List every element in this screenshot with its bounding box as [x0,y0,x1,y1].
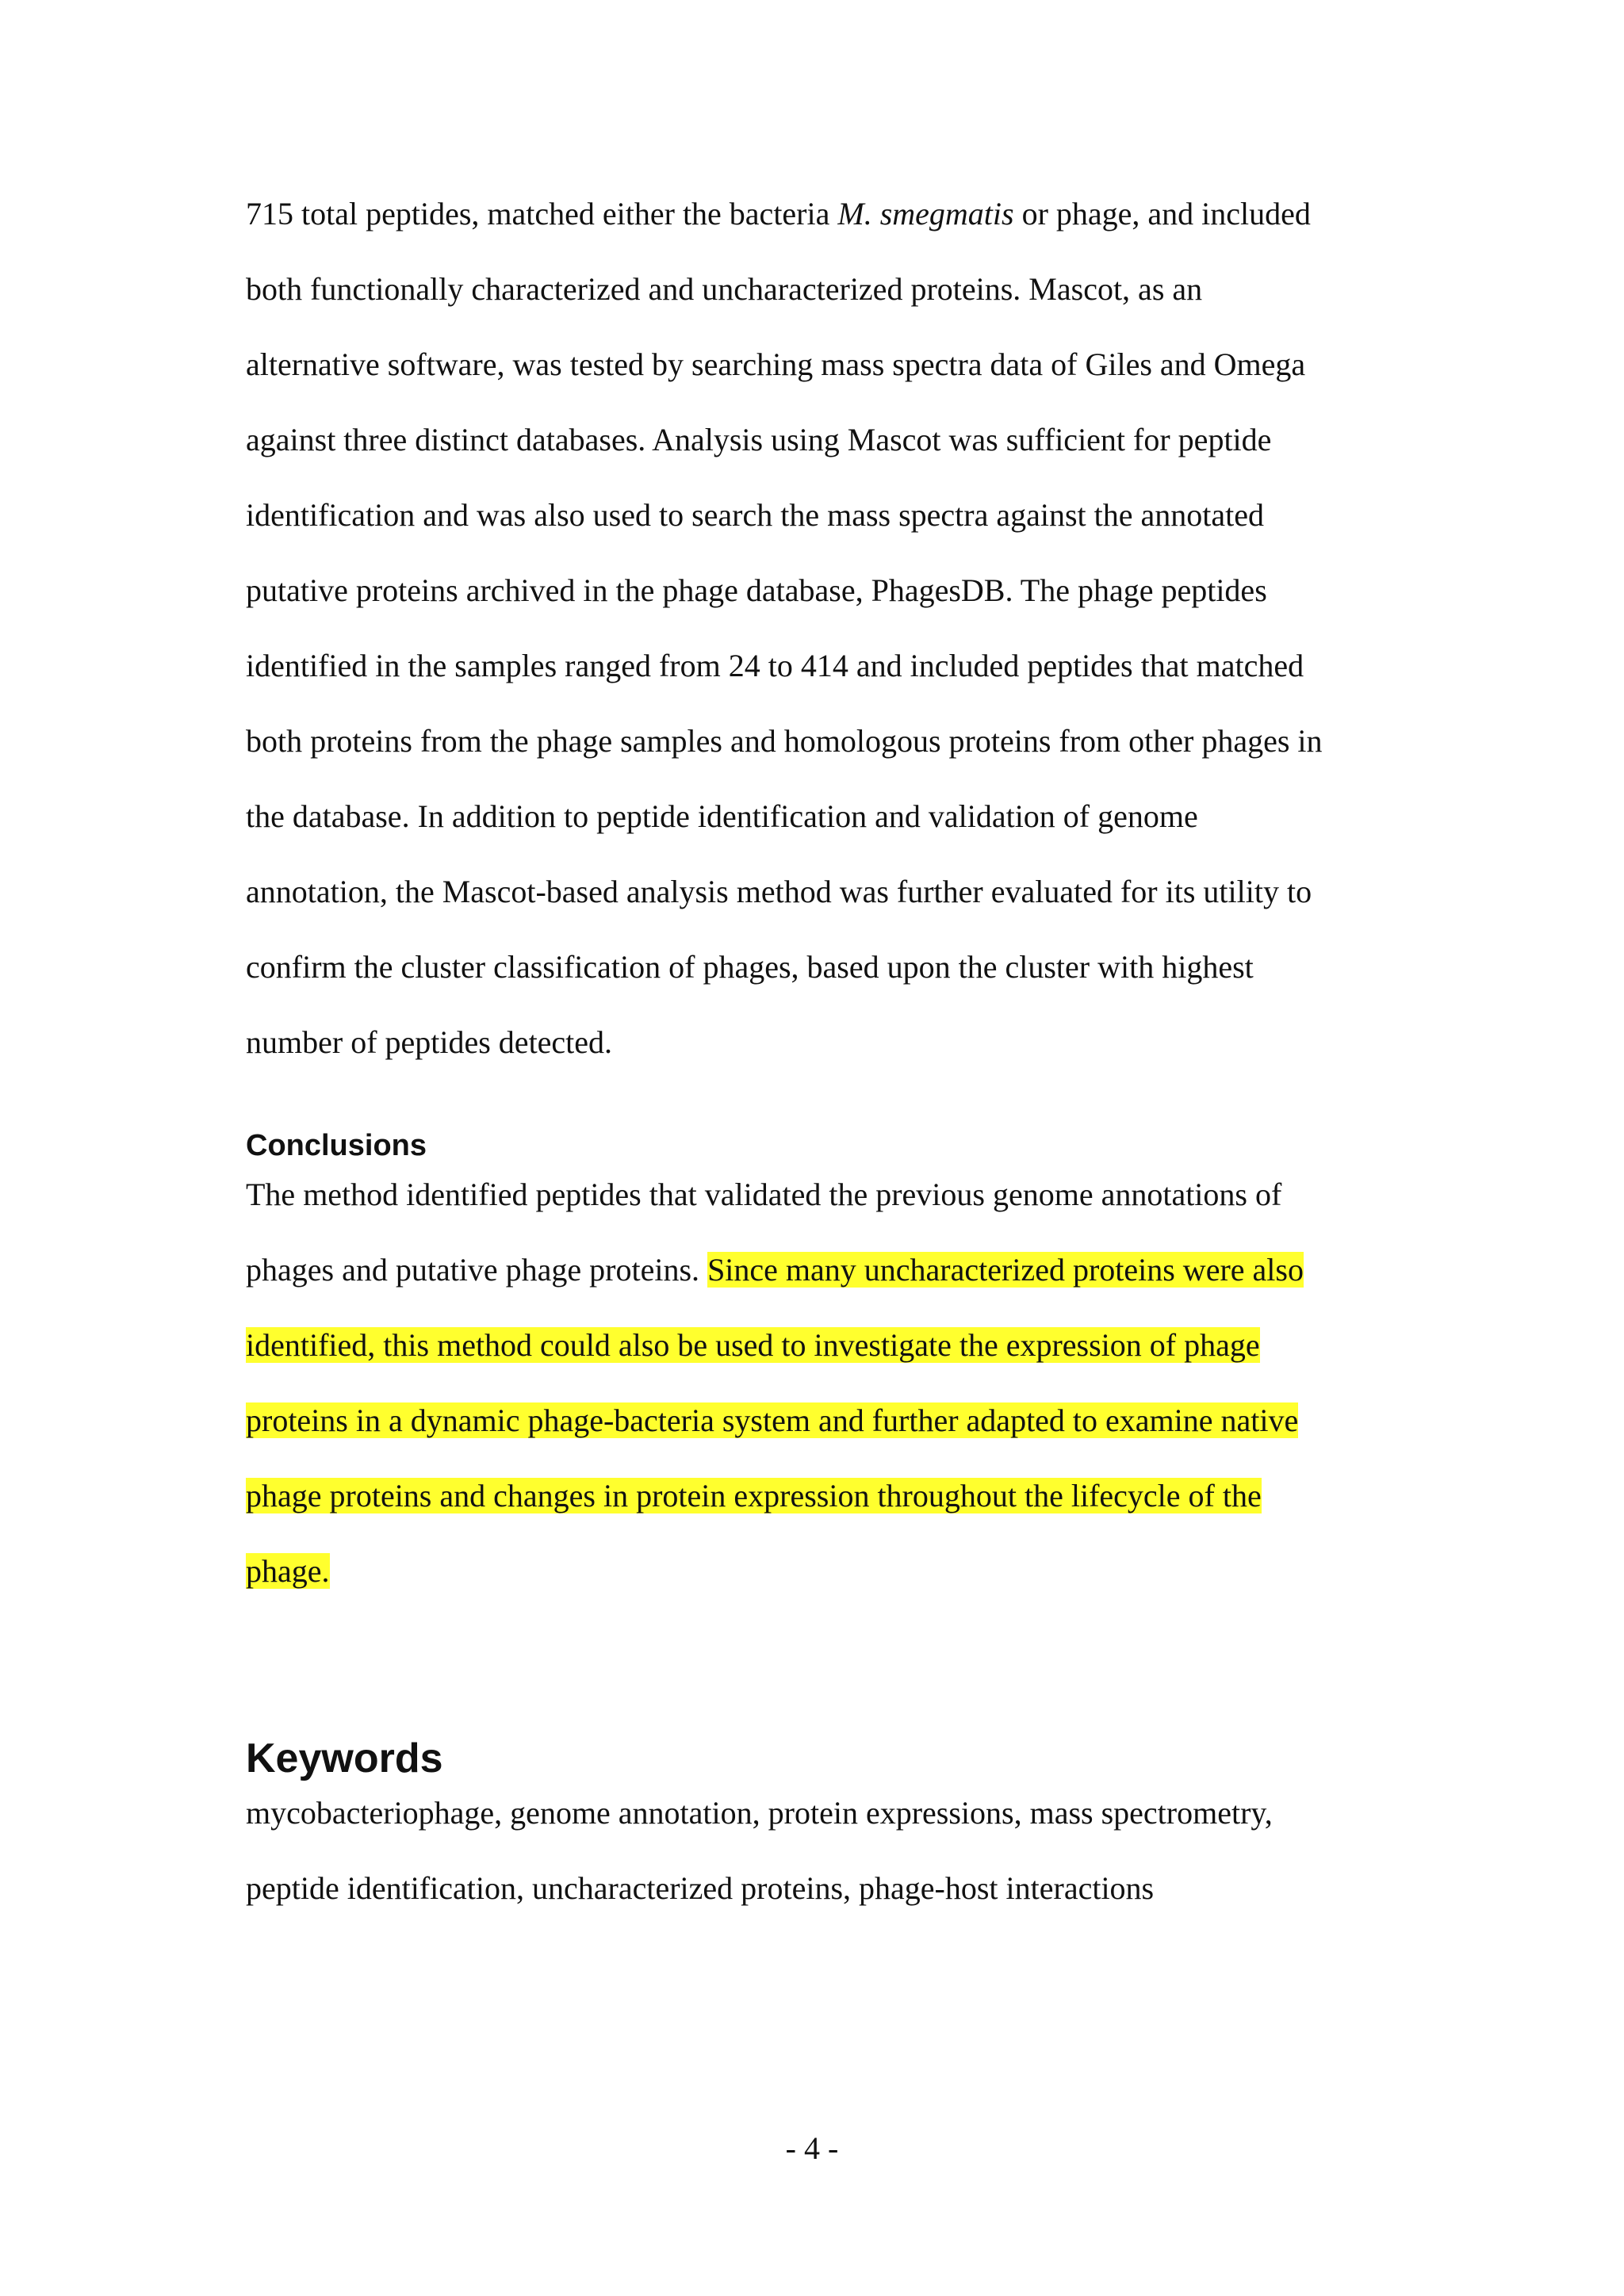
results-line-11: confirm the cluster classification of phages, based upon the cluster with highest [246,949,1254,985]
conclusions-line-5 [246,1474,1262,1518]
results-line-9: the database. In addition to peptide identification and validation of genome [246,798,1198,834]
conclusions-line-6 [246,1549,330,1594]
highlighted-text: proteins in a dynamic phage-bacteria system and further adapted to examine native [246,1402,1299,1438]
results-line-7: identified in the samples ranged from 24 to 414 and included peptides that matched [246,648,1304,683]
highlighted-text: identified, this method could also be used to investigate the expression of phage [246,1327,1260,1363]
results-line-1 [246,192,1311,236]
results-line-6: putative proteins archived in the phage database, PhagesDB. The phage peptides [246,572,1267,608]
results-line-1-part-b: or phage, and included [1013,196,1311,232]
highlighted-text: phage. [246,1553,330,1589]
results-line-1-part-a: 715 total peptides, matched either the bacteria [246,196,838,232]
results-line-5: identification and was also used to search the mass spectra against the annotated [246,497,1265,533]
conclusions-line-4 [246,1399,1298,1443]
keywords-line-1: mycobacteriophage, genome annotation, protein expressions, mass spectrometry, [246,1795,1273,1831]
highlighted-text: Since many uncharacterized proteins were also [707,1252,1304,1288]
conclusions-line-3 [246,1323,1260,1368]
conclusions-heading: Conclusions [246,1129,427,1162]
keywords-line-2: peptide identification, uncharacterized proteins, phage-host interactions [246,1870,1155,1906]
keywords-heading: Keywords [246,1735,443,1781]
results-line-8: both proteins from the phage samples and homologous proteins from other phages in [246,723,1323,759]
conclusions-line-2-plain: phages and putative phage proteins. [246,1252,708,1288]
results-line-10: annotation, the Mascot-based analysis method was further evaluated for its utility to [246,874,1312,909]
results-line-2: both functionally characterized and uncharacterized proteins. Mascot, as an [246,271,1203,307]
conclusions-line-1: The method identified peptides that validated the previous genome annotations of [246,1177,1282,1212]
results-line-3: alternative software, was tested by searching mass spectra data of Giles and Omega [246,346,1306,382]
highlighted-text: phage proteins and changes in protein expression throughout the lifecycle of the [246,1478,1262,1513]
species-name-italic: M. smegmatis [837,196,1014,232]
results-line-4: against three distinct databases. Analysis using Mascot was sufficient for peptide [246,422,1272,457]
conclusions-line-2 [246,1248,1304,1292]
results-line-12: number of peptides detected. [246,1024,613,1060]
page-number: - 4 - [785,2130,839,2166]
